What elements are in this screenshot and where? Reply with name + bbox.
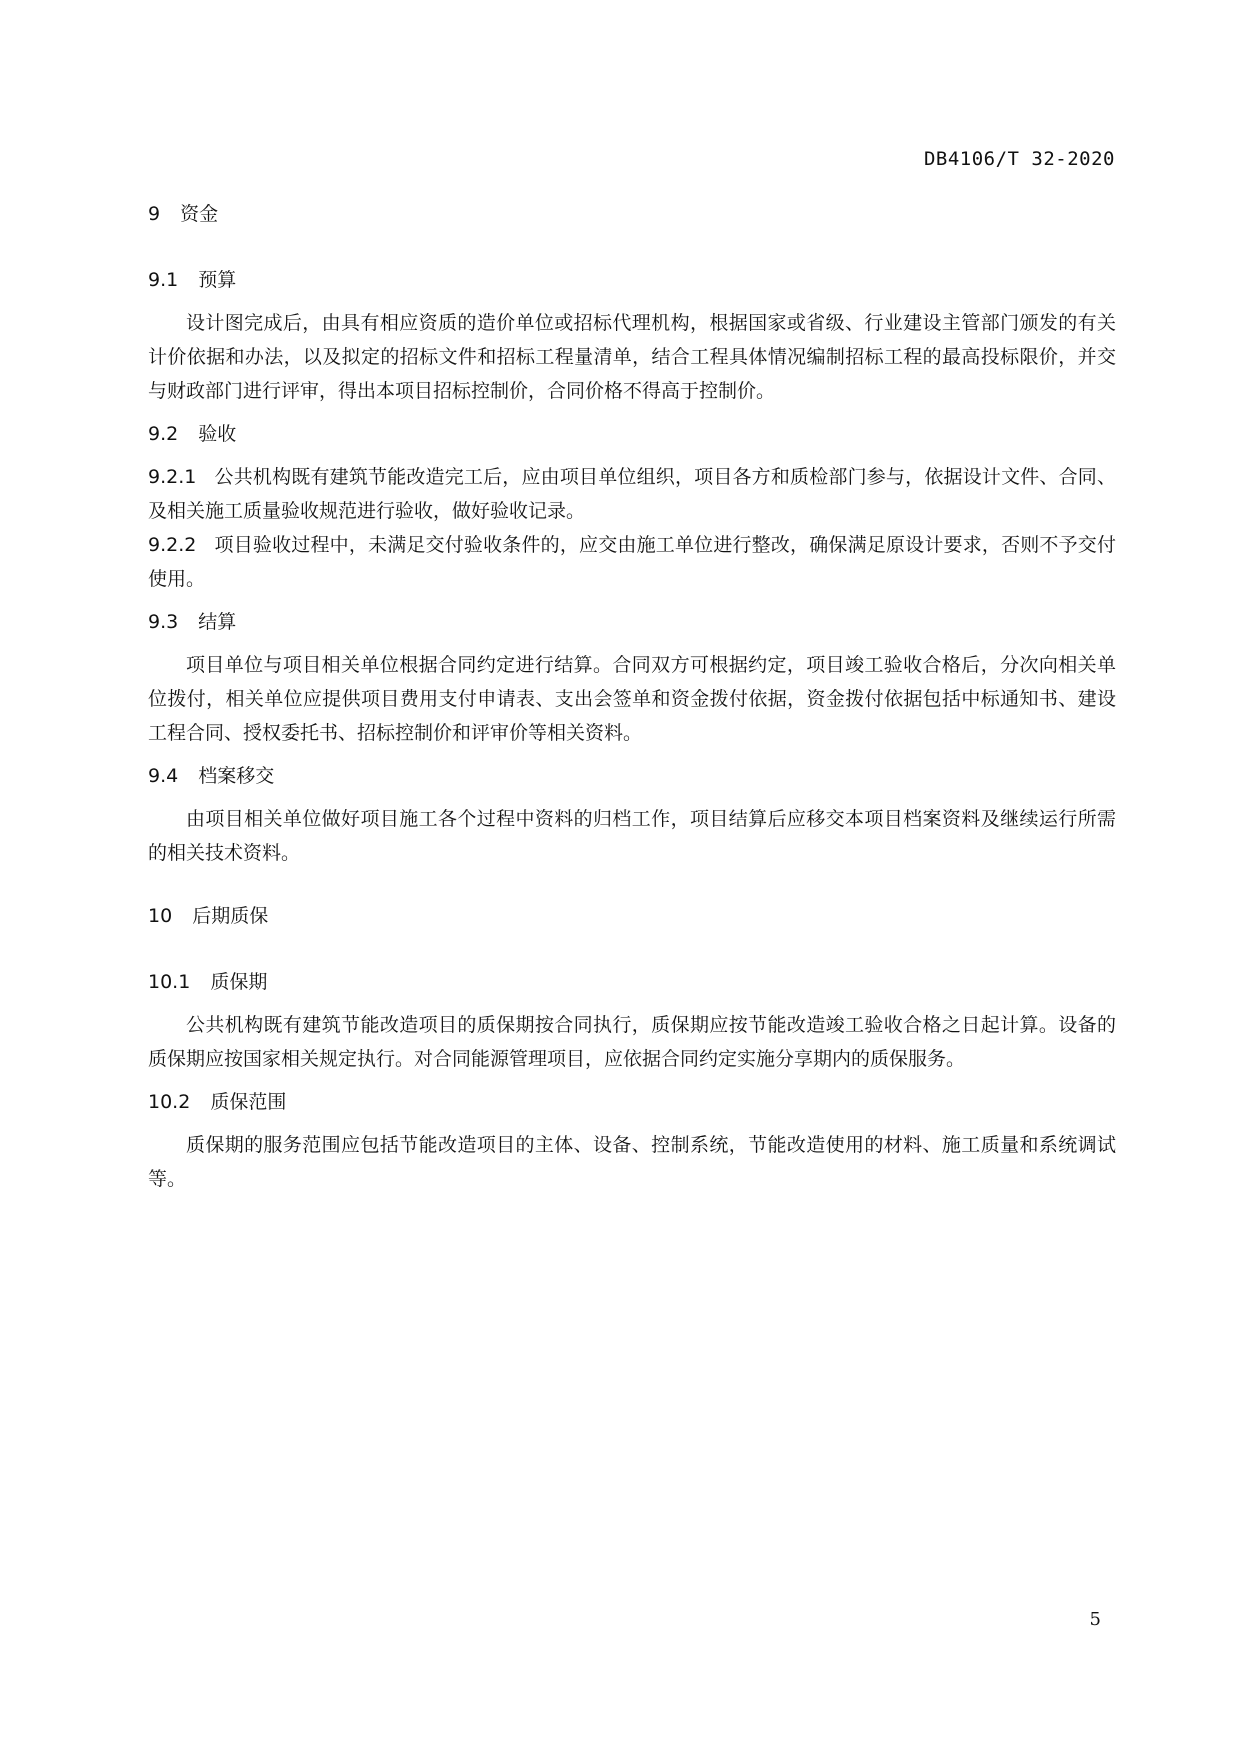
section-9-4-paragraph: 由项目相关单位做好项目施工各个过程中资料的归档工作，项目结算后应移交本项目档案资料及继续运行所需的相关技术资料。 bbox=[148, 808, 1116, 864]
section-title: 验收 bbox=[198, 423, 237, 445]
section-9-1-heading bbox=[148, 266, 1116, 294]
section-title: 预算 bbox=[198, 269, 237, 291]
clause-9-2-1 bbox=[148, 460, 1116, 528]
page-body bbox=[148, 200, 1116, 1208]
clause-number: 9.2.1 bbox=[148, 466, 197, 488]
section-title: 质保期 bbox=[210, 971, 268, 993]
section-10-heading bbox=[148, 902, 1116, 930]
section-9-4-heading bbox=[148, 762, 1116, 790]
section-9-1-paragraph: 设计图完成后，由具有相应资质的造价单位或招标代理机构，根据国家或省级、行业建设主管部门颁发的有关计价依据和办法，以及拟定的招标文件和招标工程量清单，结合工程具体情况编制招标工程的最高投标限价，并交与财政部门进行评审，得出本项目招标控制价，合同价格不得高于控制价。 bbox=[148, 312, 1116, 402]
section-number: 9.4 bbox=[148, 765, 179, 787]
section-9-2-heading bbox=[148, 420, 1116, 448]
section-title: 结算 bbox=[198, 611, 237, 633]
document-code: DB4106/T 32-2020 bbox=[923, 148, 1115, 170]
section-number: 10.1 bbox=[148, 971, 191, 993]
section-10-1-paragraph: 公共机构既有建筑节能改造项目的质保期按合同执行，质保期应按节能改造竣工验收合格之日起计算。设备的质保期应按国家相关规定执行。对合同能源管理项目，应依据合同约定实施分享期内的质保服务。 bbox=[148, 1014, 1116, 1070]
section-9-heading bbox=[148, 200, 1116, 228]
page-number: 5 bbox=[1089, 1609, 1101, 1630]
section-title: 资金 bbox=[180, 203, 219, 225]
section-number: 9.1 bbox=[148, 269, 179, 291]
section-number: 10 bbox=[148, 905, 173, 927]
section-number: 9.3 bbox=[148, 611, 179, 633]
section-title: 后期质保 bbox=[192, 905, 269, 927]
clause-text: 公共机构既有建筑节能改造完工后，应由项目单位组织，项目各方和质检部门参与，依据设计文件、合同、及相关施工质量验收规范进行验收，做好验收记录。 bbox=[148, 466, 1116, 522]
section-10-2-heading bbox=[148, 1088, 1116, 1116]
section-title: 档案移交 bbox=[198, 765, 275, 787]
section-10-2-paragraph: 质保期的服务范围应包括节能改造项目的主体、设备、控制系统，节能改造使用的材料、施工质量和系统调试等。 bbox=[148, 1134, 1116, 1190]
section-title: 质保范围 bbox=[210, 1091, 287, 1113]
section-9-3-paragraph: 项目单位与项目相关单位根据合同约定进行结算。合同双方可根据约定，项目竣工验收合格后，分次向相关单位拨付，相关单位应提供项目费用支付申请表、支出会签单和资金拨付依据，资金拨付依据包括中标通知书、建设工程合同、授权委托书、招标控制价和评审价等相关资料。 bbox=[148, 654, 1116, 744]
section-number: 9.2 bbox=[148, 423, 179, 445]
section-9-3-heading bbox=[148, 608, 1116, 636]
section-number: 10.2 bbox=[148, 1091, 191, 1113]
section-number: 9 bbox=[148, 203, 161, 225]
clause-text: 项目验收过程中，未满足交付验收条件的，应交由施工单位进行整改，确保满足原设计要求，否则不予交付使用。 bbox=[148, 534, 1116, 590]
clause-9-2-2 bbox=[148, 528, 1116, 596]
section-10-1-heading bbox=[148, 968, 1116, 996]
clause-number: 9.2.2 bbox=[148, 534, 197, 556]
